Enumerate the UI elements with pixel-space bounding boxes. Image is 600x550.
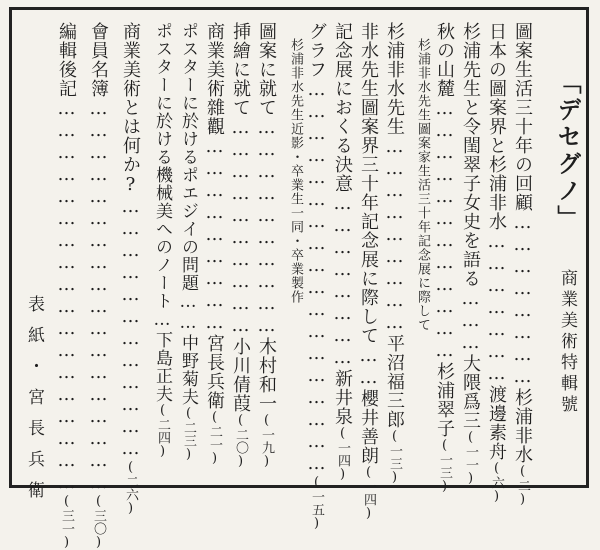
toc-entry: 會員名簿………………………………………………(三〇) xyxy=(88,22,109,550)
toc-entry: 編輯後記………………………………………………(三一) xyxy=(56,22,77,550)
toc-entry: グラフ………………………………………………(一五) xyxy=(306,22,327,531)
magazine-title: 「デセグノ」 xyxy=(553,70,582,232)
toc-entry: 挿繪に就て…………………………小川倩葭(二〇) xyxy=(230,22,251,469)
toc-entry: 記念展におくる決意……………………新井泉(一四) xyxy=(332,22,353,482)
toc-entry: 圖案に就て…………………………木村和一(一九) xyxy=(256,22,277,469)
toc-entry: 秋の山麓………………………………杉浦翠子(一三) xyxy=(434,22,455,494)
issue-subtitle: 商業美術特輯號 xyxy=(557,269,577,416)
toc-section-heading: 杉浦非水先生近影・卒業生一同・卒業製作 xyxy=(288,38,303,304)
magazine-title-column xyxy=(545,70,585,450)
toc-entry: 非水先生圖案界三十年記念展に際して……櫻井善朗(一四) xyxy=(358,22,379,521)
toc-section-heading: 杉浦非水先生圖案家生活三十年記念展に際して xyxy=(415,38,430,332)
toc-entry: 商業美術とは何か?………………………………(二六) xyxy=(120,22,141,516)
toc-entry: 杉浦非水先生………………………平沼福三郎(一三) xyxy=(384,22,405,485)
toc-entry: 商業美術雜觀………………………宮長兵衛(二一) xyxy=(204,22,225,466)
cover-credit: 表紙・宮長兵衛 xyxy=(24,295,44,512)
toc-entry: 圖案生活三十年の回顧……………………杉浦非水(二) xyxy=(512,22,533,507)
toc-entry: ポスターに於ける機械美へのノート…下島正夫(二四) xyxy=(152,22,172,459)
toc-entry: 杉浦先生と令閨翠子女史を語る………大隈爲三(一一) xyxy=(460,22,481,486)
toc-entry: 日本の圖案界と杉浦非水…………………渡邊素舟(六) xyxy=(486,22,507,504)
toc-entry: ポスターに於けるポエジイの問題……中野菊夫(二三) xyxy=(178,22,198,462)
